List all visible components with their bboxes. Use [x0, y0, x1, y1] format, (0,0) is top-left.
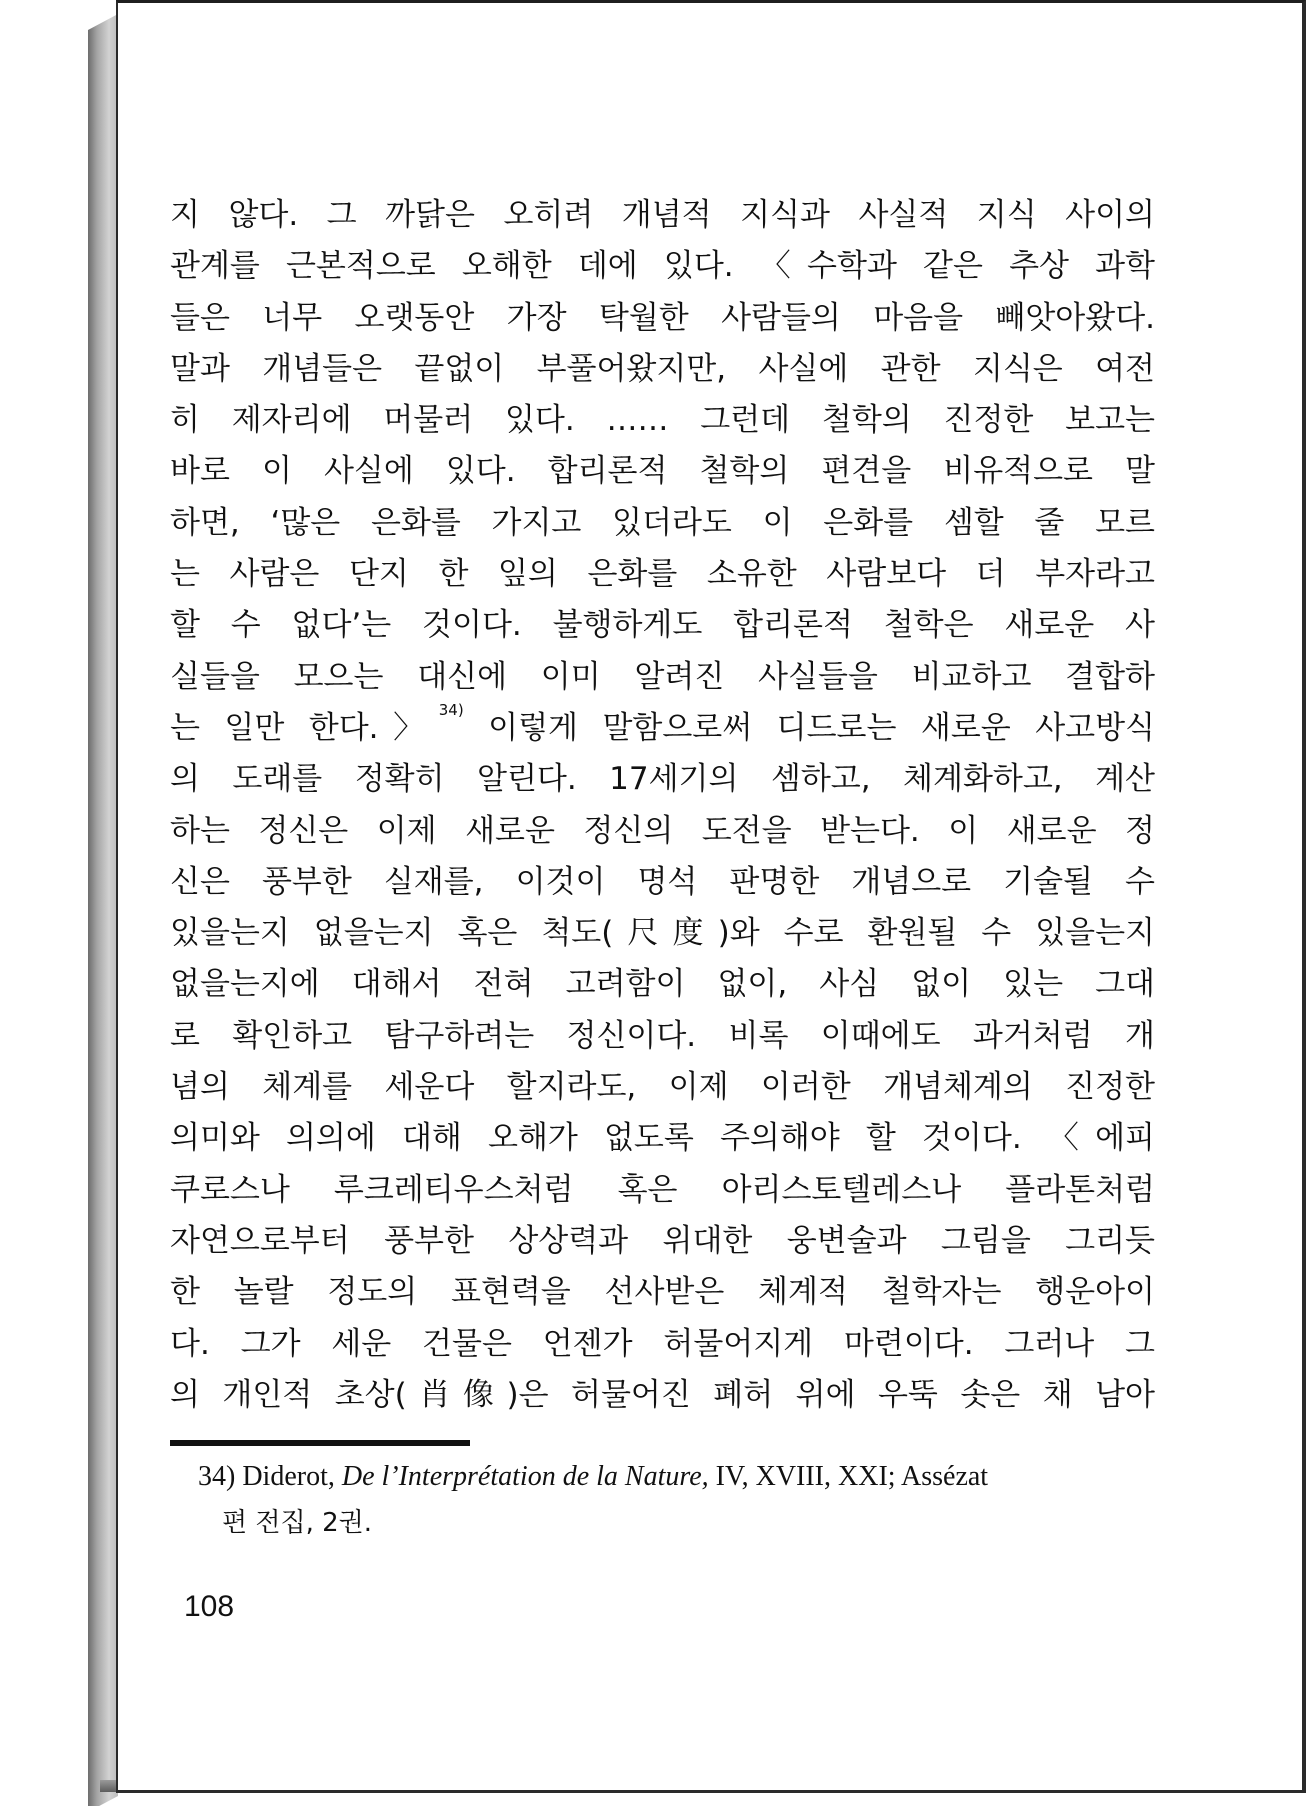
text-line: 지 않다. 그 까닭은 오히려 개념적 지식과 사실적 지식 사이의	[170, 197, 1155, 233]
text-line: 다. 그가 세운 건물은 언젠가 허물어지게 마련이다. 그러나 그	[170, 1325, 1155, 1362]
text-line: 의 도래를 정확히 알린다. 17세기의 셈하고, 체계화하고, 계산	[170, 761, 1155, 798]
text-line: 있을는지 없을는지 혹은 척도(尺度)와 수로 환원될 수 있을는지	[170, 915, 1155, 952]
footnote-rest: IV, XVIII, XXI; Assézat	[708, 1461, 989, 1492]
text-line: 말과 개념들은 끝없이 부풀어왔지만, 사실에 관한 지식은 여전	[170, 350, 1155, 387]
text-line: 한 놀랄 정도의 표현력을 선사받은 체계적 철학자는 행운아이	[170, 1274, 1155, 1311]
footnote-continuation: 편 전집, 2권.	[222, 1508, 373, 1538]
body-text	[170, 190, 1155, 1421]
text-line: 없을는지에 대해서 전혀 고려함이 없이, 사심 없이 있는 그대	[170, 966, 1155, 1003]
text-line-with-note	[170, 700, 1156, 754]
text-line: 의미와 의의에 대해 오해가 없도록 주의해야 할 것이다. 〈에피	[170, 1120, 1155, 1157]
text-line: 할 수 없다’는 것이다. 불행하게도 합리론적 철학은 새로운 사	[170, 607, 1155, 644]
text-line: 념의 체계를 세운다 할지라도, 이제 이러한 개념체계의 진정한	[170, 1069, 1155, 1106]
text-line: 실들을 모으는 대신에 이미 알려진 사실들을 비교하고 결합하	[170, 658, 1155, 695]
page-edge	[88, 14, 118, 1806]
text-line: 관계를 근본적으로 오해한 데에 있다. 〈수학과 같은 추상 과학	[170, 248, 1155, 285]
footnote-number: 34)	[198, 1461, 236, 1492]
text-line: 하면, ‘많은 은화를 가지고 있더라도 이 은화를 셈할 줄 모르	[170, 504, 1155, 541]
text-line: 는 사람은 단지 한 잎의 은화를 소유한 사람보다 더 부자라고	[170, 556, 1155, 593]
text-line: 의 개인적 초상(肖像)은 허물어진 폐허 위에 우뚝 솟은 채 남아	[170, 1376, 1155, 1413]
text-line: 신은 풍부한 실재를, 이것이 명석 판명한 개념으로 기술될 수	[170, 863, 1155, 900]
footnote-rule	[170, 1440, 470, 1446]
text-line: 로 확인하고 탐구하려는 정신이다. 비록 이때에도 과거처럼 개	[170, 1017, 1155, 1054]
footnote	[198, 1454, 1158, 1546]
text-line: 쿠로스나 루크레티우스처럼 혹은 아리스토텔레스나 플라톤처럼	[170, 1171, 1155, 1208]
footnote-title: De l’Interprétation de la Nature,	[341, 1461, 709, 1492]
footnote-author: Diderot,	[235, 1461, 342, 1492]
footnote-marker: 34)	[438, 700, 464, 719]
text-line: 하는 정신은 이제 새로운 정신의 도전을 받는다. 이 새로운 정	[170, 812, 1155, 849]
text-line: 자연으로부터 풍부한 상상력과 위대한 웅변술과 그림을 그리듯	[170, 1222, 1155, 1259]
text-line: 바로 이 사실에 있다. 합리론적 철학의 편견을 비유적으로 말	[170, 453, 1155, 490]
note-line-before: 는 일만 한다.〉	[170, 709, 439, 746]
note-line-after: 이렇게 말함으로써 디드로는 새로운 사고방식	[463, 709, 1156, 746]
text-line: 히 제자리에 머물러 있다. …… 그런데 철학의 진정한 보고는	[170, 402, 1155, 439]
text-line: 들은 너무 오랫동안 가장 탁월한 사람들의 마음을 빼앗아왔다.	[170, 299, 1155, 336]
page-number: 108	[184, 1590, 235, 1623]
footnote-line	[198, 1454, 1158, 1500]
